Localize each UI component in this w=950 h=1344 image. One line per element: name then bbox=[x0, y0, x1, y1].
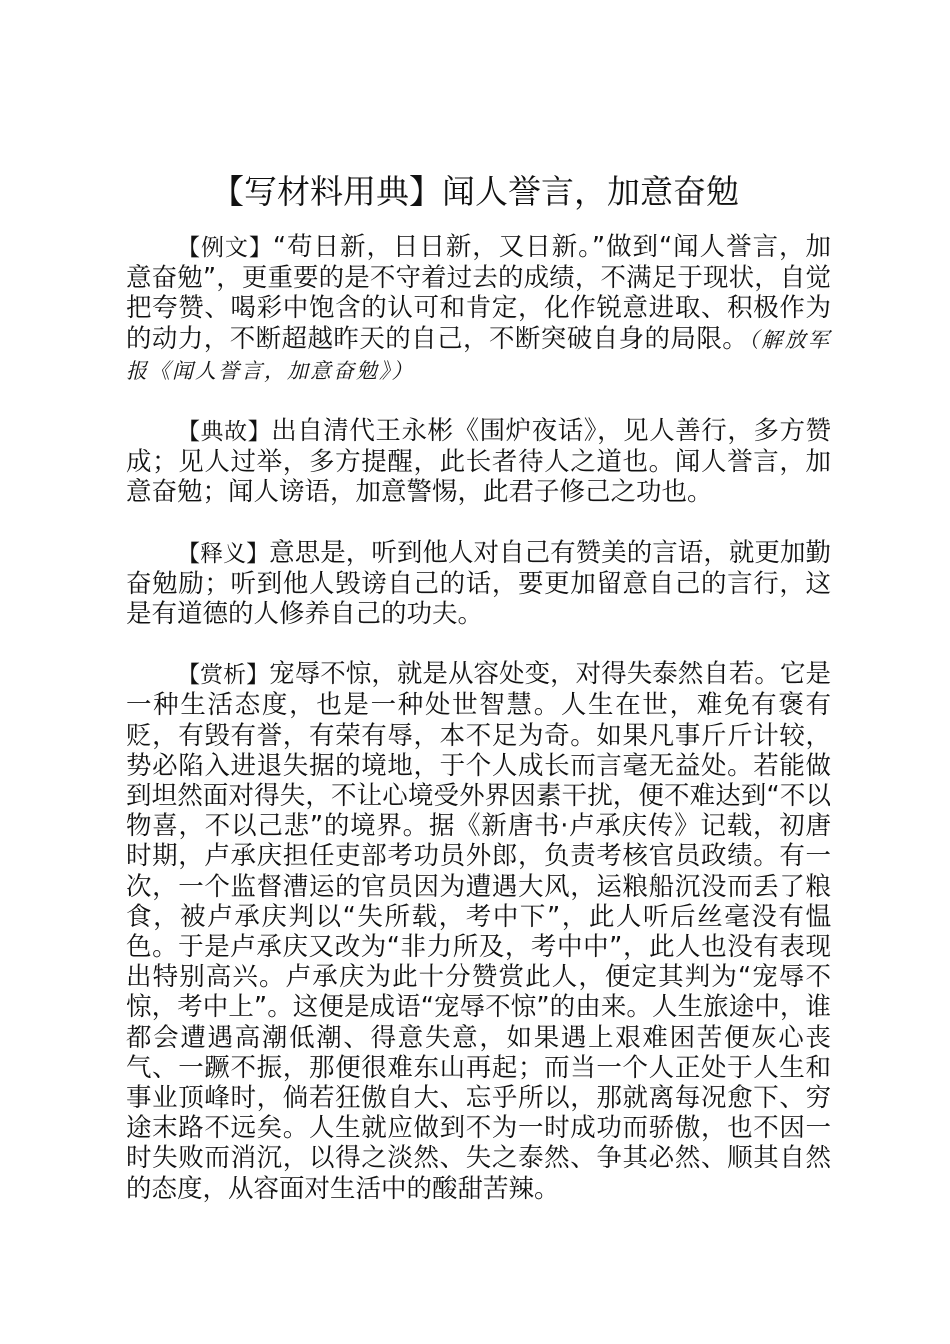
meaning-paragraph bbox=[126, 538, 831, 630]
allusion-text: 出自清代王永彬《围炉夜话》，见人善行，多方赞成；见人过举，多方提醒，此长者待人之道也。闻人誉言，加意奋勉；闻人谤语，加意警惕，此君子修己之功也。 bbox=[126, 416, 831, 508]
meaning-text: 意思是，听到他人对自己有赞美的言语，就更加勤奋勉励；听到他人毁谤自己的话，要更加留意自己的言行，这是有道德的人修养自己的功夫。 bbox=[126, 537, 832, 630]
appreciation-text: 宠辱不惊，就是从容处变，对得失泰然自若。它是一种生活态度，也是一种处世智慧。人生在世，难免有褒有贬，有毁有誉，有荣有辱，本不足为奇。如果凡事斤斤计较，势必陷入进退失据的境地，于个人成长而言毫无益处。若能做到坦然面对得失，不让心境受外界因素干扰，便不难达到“不以物喜，不以己悲”的境界。据《新唐书·卢承庆传》记载，初唐时期，卢承庆担任吏部考功员外郎，负责考核官员政绩。有一次，一个监督漕运的官员因为遭遇大风，运粮船沉没而丢了粮食，被卢承庆判以“失所载，考中下”，此人听后丝毫没有愠色。于是卢承庆又改为“非力所及，考中中”，此人也没有表现出特别高兴。卢承庆为此十分赞赏此人，便定其判为“宠辱不惊，考中上”。这便是成语“宠辱不惊”的由来。人生旅途中，谁都会遭遇高潮低潮、得意失意，如果遇上艰难困苦便灰心丧气、一蹶不振，那便很难东山再起；而当一个人正处于人生和事业顶峰时，倘若狂傲自大、忘乎所以，那就离每况愈下、穷途末路不远矣。人生就应做到不为一时成功而骄傲，也不因一时失败而消沉，以得之淡然、失之泰然、争其必然、顺其自然的态度，从容面对生活中的酸甜苦辣。 bbox=[126, 659, 832, 1204]
meaning-label: 【释义】 bbox=[177, 540, 270, 567]
allusion-label: 【典故】 bbox=[177, 419, 272, 446]
appreciation-label: 【赏析】 bbox=[177, 662, 270, 689]
page-title: 【写材料用典】闻人誉言，加意奋勉 bbox=[211, 172, 739, 211]
document-body bbox=[126, 232, 831, 1234]
example-source: （解放军报《闻人誉言，加意奋勉》） bbox=[126, 327, 831, 383]
example-text: “苟日新，日日新，又日新。”做到“闻人誉言，加意奋勉”，更重要的是不守着过去的成绩，不满足于现状，自觉把夸赞、喝彩中饱含的认可和肯定，化作锐意进取、积极作为的动力，不断超越昨天的自己，不断突破自身的局限。 bbox=[126, 232, 832, 354]
allusion-paragraph bbox=[126, 416, 831, 508]
appreciation-paragraph bbox=[126, 659, 831, 1204]
example-label: 【例文】 bbox=[177, 235, 273, 261]
example-paragraph bbox=[126, 232, 831, 386]
